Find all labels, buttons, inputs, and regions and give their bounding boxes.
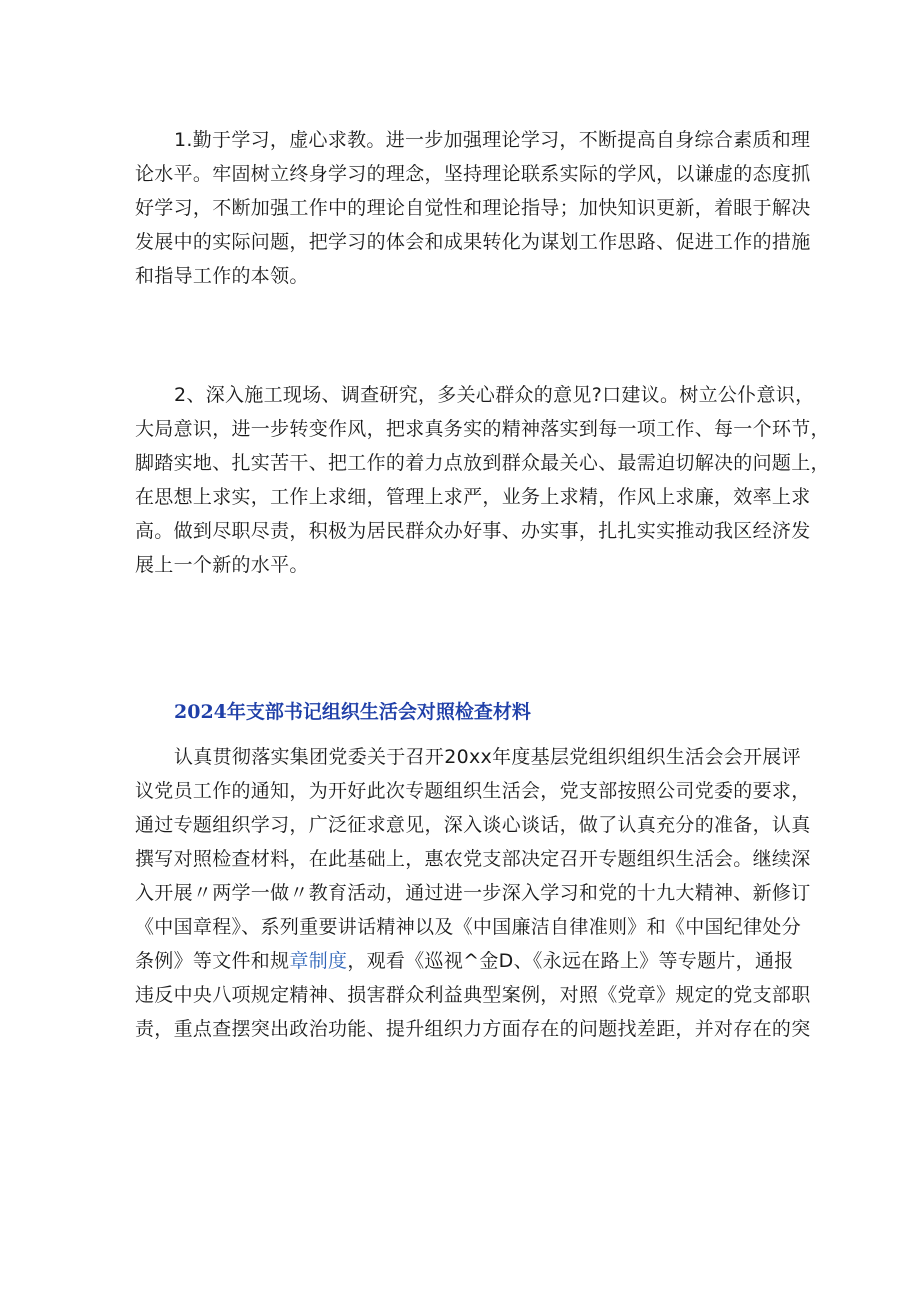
text-line: 高。做到尽职尽责，积极为居民群众办好事、办实事，扎扎实实推动我区经济发: [135, 520, 811, 542]
text-line: 入开展〃两学一做〃教育活动，通过进一步深入学习和党的十九大精神、新修订: [135, 882, 811, 904]
text-line: 在思想上求实，工作上求细，管理上求严，业务上求精，作风上求廉，效率上求: [135, 486, 811, 508]
text-line: 认真贯彻落实集团党委关于召开20xx年度基层党组织组织生活会会开展评: [174, 746, 801, 768]
paragraph-study: [135, 123, 811, 293]
text-segment: ，观看《巡视^金D、《永远在路上》等专题片，通报: [347, 950, 794, 972]
text-line: 议党员工作的通知，为开好此次专题组织生活会，党支部按照公司党委的要求，: [135, 780, 811, 802]
text-line: 好学习，不断加强工作中的理论自觉性和理论指导；加快知识更新，着眼于解决: [135, 197, 811, 219]
text-line: 通过专题组织学习，广泛征求意见，深入谈心谈话，做了认真充分的准备，认真: [135, 814, 811, 836]
regulations-link[interactable]: 章制度: [289, 950, 348, 972]
text-line: 2、深入施工现场、调查研究，多关心群众的意见?口建议。树立公仆意识，: [174, 384, 815, 406]
text-line: 展上一个新的水平。: [135, 554, 309, 576]
paragraph-field-research: [135, 378, 830, 582]
text-line: [135, 944, 795, 978]
text-segment: 条例》等文件和规: [135, 950, 290, 972]
text-line: 发展中的实际问题，把学习的体会和成果转化为谋划工作思路、促进工作的措施: [135, 231, 811, 253]
text-line: 撰写对照检查材料，在此基础上，惠农党支部决定召开专题组织生活会。继续深: [135, 848, 811, 870]
text-line: 论水平。牢固树立终身学习的理念，坚持理论联系实际的学风，以谦虚的态度抓: [135, 163, 811, 185]
text-line: 1.勤于学习，虚心求教。进一步加强理论学习，不断提高自身综合素质和理: [174, 129, 811, 151]
text-line: 《中国章程》、系列重要讲话精神以及《中国廉洁自律准则》和《中国纪律处分: [135, 916, 802, 938]
text-line: 和指导工作的本领。: [135, 265, 309, 287]
section-heading: 2024年支部书记组织生活会对照检查材料: [174, 701, 531, 723]
text-line: 责，重点查摆突出政治功能、提升组织力方面存在的问题找差距，并对存在的突: [135, 1018, 811, 1040]
text-line: 大局意识，进一步转变作风，把求真务实的精神落实到每一项工作、每一个环节，: [135, 418, 830, 440]
text-line: 违反中央八项规定精神、损害群众利益典型案例，对照《党章》规定的党支部职: [135, 984, 811, 1006]
text-line: 脚踏实地、扎实苦干、把工作的着力点放到群众最关心、最需迫切解决的问题上，: [135, 452, 830, 474]
paragraph-meeting: [135, 740, 811, 1046]
